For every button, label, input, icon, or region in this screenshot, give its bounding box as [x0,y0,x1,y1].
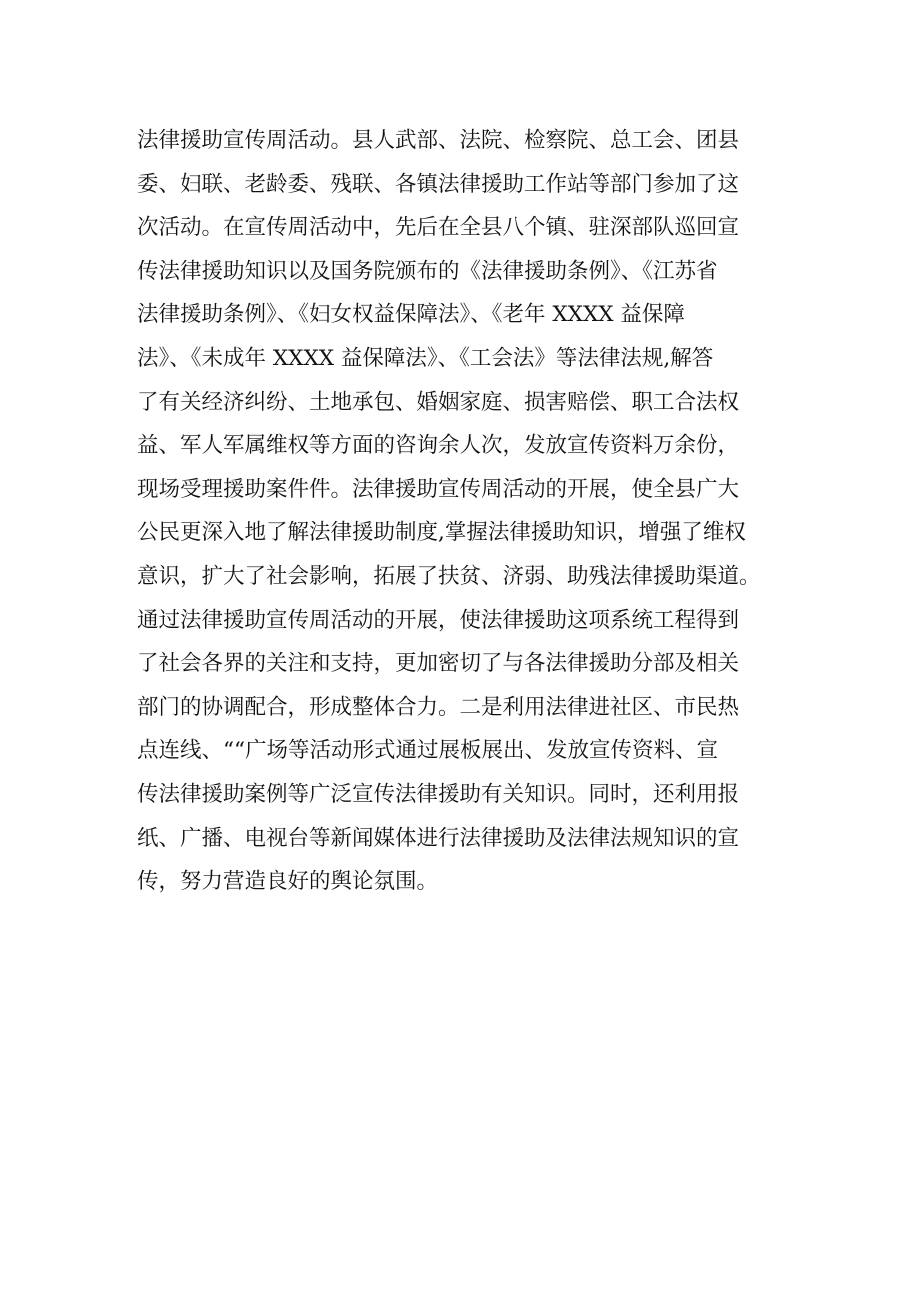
text-line: 传法律援助案例等广泛宣传法律援助有关知识。同时，还利用报 [137,781,740,807]
body-paragraph [137,119,817,904]
text-line: 传，努力营造良好的舆论氛围。 [137,869,439,895]
text-line: 益、军人军属维权等方面的咨询余人次，发放宣传资料万余份， [137,433,740,459]
text-line: 现场受理援助案件件。法律援助宣传周活动的开展，使全县广大 [137,476,740,502]
text-line: 点连线、““广场等活动形式通过展板展出、发放宣传资料、宣 [137,738,718,764]
text-line: 意识，扩大了社会影响，拓展了扶贫、济弱、助残法律援助渠道。 [137,563,761,589]
text-line: 部门的协调配合，形成整体合力。二是利用法律进社区、市民热 [137,694,740,720]
text-line: 传法律援助知识以及国务院颁布的《法律援助条例》、《江苏省 [137,258,718,284]
text-line: 法律援助条例》、《妇女权益保障法》、《老年 XXXX 益保障 [137,302,685,328]
text-line: 公民更深入地了解法律援助制度,掌握法律援助知识，增强了维权 [137,520,746,546]
text-line: 法律援助宣传周活动。县人武部、法院、检察院、总工会、团县 [137,128,740,153]
text-line: 了社会各界的关注和支持，更加密切了与各法律援助分部及相关 [137,651,740,677]
text-line: 纸、广播、电视台等新闻媒体进行法律援助及法律法规知识的宣 [137,825,740,851]
text-line: 法》、《未成年 XXXX 益保障法》、《工会法》等法律法规,解答 [137,345,714,371]
text-line: 委、妇联、老龄委、残联、各镇法律援助工作站等部门参加了这 [137,171,740,197]
text-line: 次活动。在宣传周活动中，先后在全县八个镇、驻深部队巡回宣 [137,215,740,241]
text-line: 了有关经济纠纷、土地承包、婚姻家庭、损害赔偿、职工合法权 [137,389,740,415]
text-line: 通过法律援助宣传周活动的开展，使法律援助这项系统工程得到 [137,607,740,633]
